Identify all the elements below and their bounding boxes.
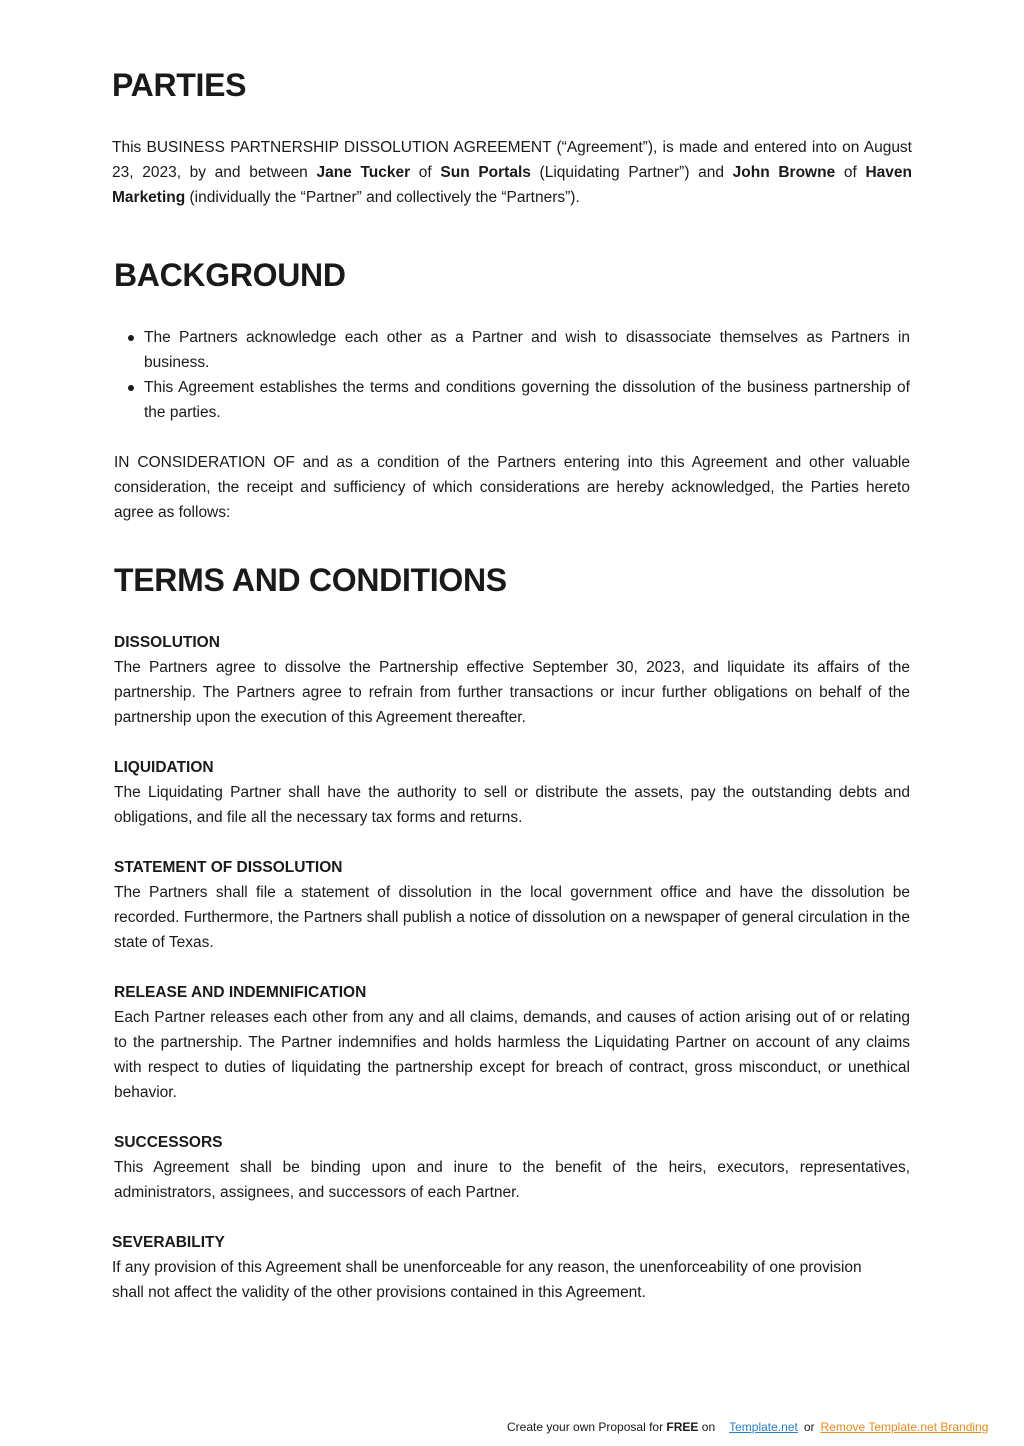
bullet-dot-icon: [128, 335, 134, 341]
bullet-text: This Agreement establishes the terms and conditions governing the dissolution of the business partnership of the parties.: [144, 379, 910, 421]
terms-heading: TERMS AND CONDITIONS: [114, 562, 507, 598]
section-body-severability: If any provision of this Agreement shall be unenforceable for any reason, the unenforceability of one provision shall not affect the validity of the other provisions contained in this Agreement.: [112, 1259, 862, 1301]
parties-intro-1: This BUSINESS PARTNERSHIP DISSOLUTION AGREEMENT (“Agreement”), is made and entered into on August 23, 2023, by and between: [112, 139, 912, 181]
bullet-dot-icon: [128, 385, 134, 391]
remove-branding-link[interactable]: Remove Template.net Branding: [820, 1420, 989, 1434]
parties-paragraph: [112, 135, 912, 210]
background-heading: BACKGROUND: [114, 257, 346, 293]
section-title-liquidation: LIQUIDATION: [114, 759, 214, 776]
section-title-release: RELEASE AND INDEMNIFICATION: [114, 984, 367, 1001]
footer-free: FREE: [666, 1420, 699, 1434]
consideration-paragraph: IN CONSIDERATION OF and as a condition of the Partners entering into this Agreement and other valuable consideration, the receipt and sufficiency of which considerations are hereby acknowledged, the Parties hereto agree as follows:: [114, 454, 910, 521]
section-body-release: Each Partner releases each other from any and all claims, demands, and causes of action arising out of or relating to the partnership. The Partner indemnifies and holds harmless the Liquidating Partner on account of any claims with respect to duties of liquidating the partnership except for breach of contract, gross misconduct, or unethical behavior.: [114, 1009, 910, 1101]
background-bullet-list: [114, 325, 910, 425]
section-body-statement: The Partners shall file a statement of dissolution in the local government office and have the dissolution be recorded. Furthermore, the Partners shall publish a notice of dissolution on a newspaper of general circulation in the state of Texas.: [114, 884, 910, 951]
parties-of-2: of: [835, 164, 866, 181]
section-body-dissolution: The Partners agree to dissolve the Partnership effective September 30, 2023, and liquidate its affairs of the partnership. The Partners agree to refrain from further transactions or incur further obligations on behalf of the partnership upon the execution of this Agreement thereafter.: [114, 659, 910, 726]
partner-2-company: Haven Marketing: [112, 164, 912, 206]
parties-intro-3: (individually the “Partner” and collectively the “Partners”).: [185, 189, 580, 206]
section-title-successors: SUCCESSORS: [114, 1134, 223, 1151]
list-item: [114, 325, 910, 375]
template-net-link[interactable]: Template.net: [729, 1420, 798, 1434]
footer-branding: [507, 1418, 988, 1436]
parties-of-1: of: [410, 164, 441, 181]
section-body-liquidation: The Liquidating Partner shall have the authority to sell or distribute the assets, pay the outstanding debts and obligations, and file all the necessary tax forms and returns.: [114, 784, 910, 826]
bullet-text: The Partners acknowledge each other as a Partner and wish to disassociate themselves as Partners in business.: [144, 329, 910, 371]
footer-on: on: [698, 1420, 716, 1434]
partner-1-company: Sun Portals: [440, 164, 531, 181]
list-item: [114, 375, 910, 425]
section-title-severability: SEVERABILITY: [112, 1234, 225, 1251]
section-body-successors: This Agreement shall be binding upon and inure to the benefit of the heirs, executors, representatives, administrators, assignees, and successors of each Partner.: [114, 1159, 910, 1201]
parties-heading: PARTIES: [112, 67, 247, 103]
footer-prefix: Create your own Proposal for: [507, 1420, 667, 1434]
partner-2-name: John Browne: [732, 164, 836, 181]
parties-intro-2: (Liquidating Partner”) and: [530, 164, 733, 181]
partner-1-name: Jane Tucker: [316, 164, 411, 181]
footer-or: or: [803, 1420, 815, 1434]
section-title-dissolution: DISSOLUTION: [114, 634, 220, 651]
section-title-statement: STATEMENT OF DISSOLUTION: [114, 859, 343, 876]
